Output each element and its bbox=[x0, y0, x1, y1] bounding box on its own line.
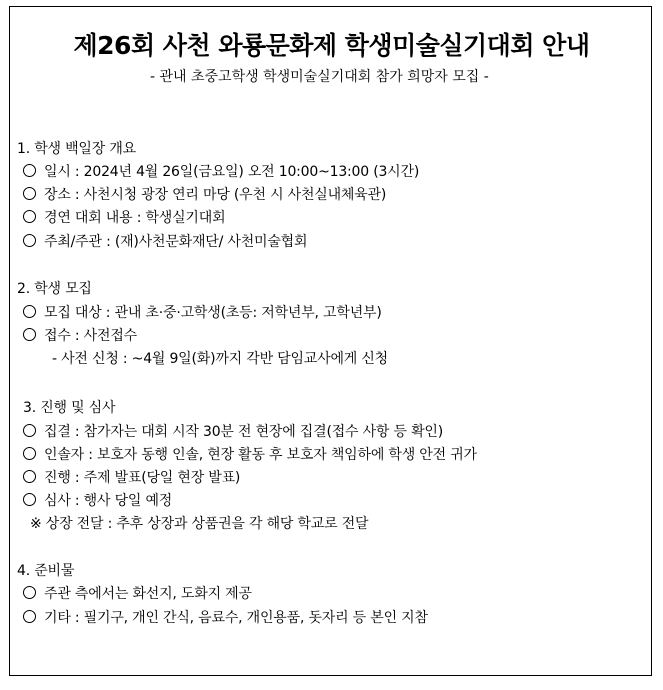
circle-bullet-icon bbox=[23, 470, 36, 483]
circle-bullet-icon bbox=[23, 187, 36, 200]
list-item-text: 집결 : 참가자는 대회 시작 30분 전 현장에 집결(접수 사항 등 확인) bbox=[44, 424, 443, 440]
list-item-text: 기타 : 필기구, 개인 간식, 음료수, 개인용품, 돗자리 등 본인 지참 bbox=[44, 610, 428, 626]
circle-bullet-icon bbox=[23, 234, 36, 247]
list-item bbox=[23, 302, 382, 322]
circle-bullet-icon bbox=[23, 610, 36, 623]
note: ※ 상장 전달 : 추후 상장과 상품권을 각 해당 학교로 전달 bbox=[30, 516, 369, 532]
list-item bbox=[23, 325, 137, 345]
section-heading: 4. 준비물 bbox=[17, 563, 75, 579]
circle-bullet-icon bbox=[23, 586, 36, 599]
circle-bullet-icon bbox=[23, 210, 36, 223]
list-item bbox=[23, 161, 419, 181]
page-title: 제26회 사천 와룡문화제 학생미술실기대회 안내 bbox=[73, 31, 590, 60]
list-item bbox=[23, 583, 252, 603]
list-item-text: 인솔자 : 보호자 동행 인솔, 현장 활동 후 보호자 책임하에 학생 안전 귀가 bbox=[44, 447, 477, 463]
list-item-text: 진행 : 주제 발표(당일 현장 발표) bbox=[44, 470, 241, 486]
list-item bbox=[23, 184, 386, 204]
list-item-text: 심사 : 행사 당일 예정 bbox=[44, 493, 173, 509]
list-item bbox=[23, 607, 428, 627]
list-item bbox=[23, 490, 172, 510]
list-item-text: 경연 대회 내용 : 학생실기대회 bbox=[44, 210, 226, 226]
circle-bullet-icon bbox=[23, 447, 36, 460]
list-item bbox=[23, 231, 307, 251]
section-heading: 3. 진행 및 심사 bbox=[23, 400, 116, 416]
list-item-text: 주최/주관 : (재)사천문화재단/ 사천미술협회 bbox=[44, 234, 308, 250]
circle-bullet-icon bbox=[23, 493, 36, 506]
circle-bullet-icon bbox=[23, 305, 36, 318]
sub-item: - 사전 신청 : ~4월 9일(화)까지 각반 담임교사에게 신청 bbox=[52, 351, 388, 367]
circle-bullet-icon bbox=[23, 424, 36, 437]
circle-bullet-icon bbox=[23, 328, 36, 341]
list-item bbox=[23, 467, 240, 487]
list-item bbox=[23, 421, 443, 441]
list-item-text: 주관 측에서는 화선지, 도화지 제공 bbox=[44, 586, 252, 602]
page-subtitle: - 관내 초중고학생 학생미술실기대회 참가 희망자 모집 - bbox=[150, 69, 489, 85]
list-item bbox=[23, 207, 225, 227]
circle-bullet-icon bbox=[23, 164, 36, 177]
section-heading: 1. 학생 백일장 개요 bbox=[17, 141, 136, 157]
list-item-text: 장소 : 사천시청 광장 연리 마당 (우천 시 사천실내체육관) bbox=[44, 187, 387, 203]
list-item bbox=[23, 444, 477, 464]
section-heading: 2. 학생 모집 bbox=[17, 281, 92, 297]
list-item-text: 일시 : 2024년 4월 26일(금요일) 오전 10:00~13:00 (3시간) bbox=[44, 164, 420, 180]
list-item-text: 모집 대상 : 관내 초·중·고학생(초등: 저학년부, 고학년부) bbox=[44, 305, 382, 321]
list-item-text: 접수 : 사전접수 bbox=[44, 328, 137, 344]
